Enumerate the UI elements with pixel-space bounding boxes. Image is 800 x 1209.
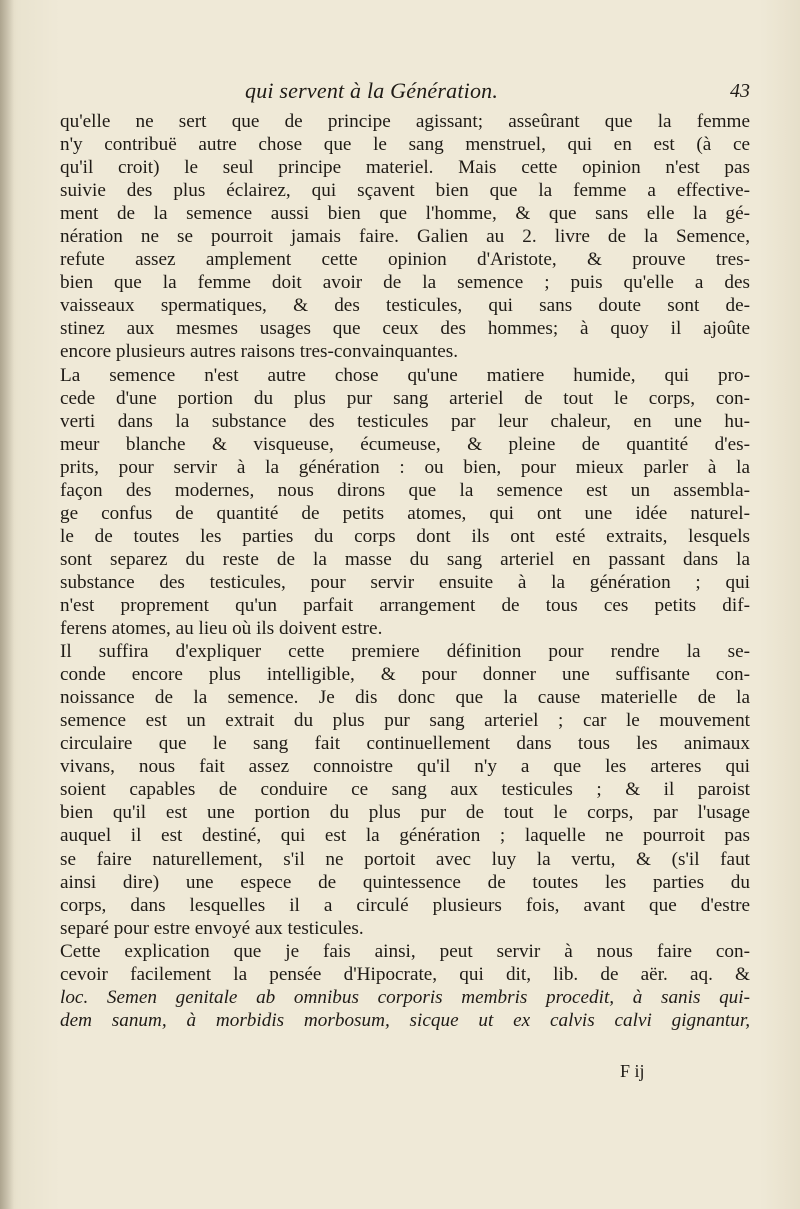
text-line: bien que la femme doit avoir de la semence ; puis qu'elle a des — [60, 272, 750, 294]
text-line: sont separez du reste de la masse du sang arteriel en passant dans la — [60, 548, 750, 570]
text-line: corps, dans lesquelles il a circulé plusieurs fois, avant que d'estre — [60, 894, 750, 916]
text-line: circulaire que le sang fait continuellement dans tous les animaux — [60, 733, 750, 755]
text-line: se faire naturellement, s'il ne portoit avec luy la vertu, & (s'il faut — [60, 848, 750, 870]
running-title: qui servent à la Génération. — [245, 78, 499, 103]
text-line: ferens atomes, au lieu où ils doivent estre. — [60, 618, 383, 640]
text-line: noissance de la semence. Je dis donc que la cause materielle de la — [60, 687, 750, 709]
text-line: nération ne se pourroit jamais faire. Galien au 2. livre de la Semence, — [60, 226, 750, 248]
text-line: prits, pour servir à la génération : ou bien, pour mieux parler à la — [60, 456, 750, 478]
text-line: ment de la semence aussi bien que l'homme, & que sans elle la gé- — [60, 203, 750, 225]
text-line: dem sanum, à morbidis morbosum, sicque ut ex calvis calvi gignantur, — [60, 1009, 750, 1031]
text-line: Cette explication que je fais ainsi, peut servir à nous faire con- — [60, 940, 750, 962]
text-line: substance des testicules, pour servir ensuite à la génération ; qui — [60, 571, 750, 593]
text-line: vaisseaux spermatiques, & des testicules, qui sans doute sont de- — [60, 295, 750, 317]
text-line: suivie des plus éclairez, qui sçavent bien que la femme a effective- — [60, 180, 750, 202]
text-line: refute assez amplement cette opinion d'Aristote, & prouve tres- — [60, 249, 750, 271]
text-line: façon des modernes, nous dirons que la semence est un assembla- — [60, 479, 750, 501]
text-line: ge confus de quantité de petits atomes, qui ont une idée naturel- — [60, 502, 750, 524]
text-line: n'y contribuë autre chose que le sang menstruel, qui en est (à ce — [60, 134, 750, 156]
page-number: 43 — [730, 80, 750, 102]
text-line: bien qu'il est une portion du plus pur de tout le corps, par l'usage — [60, 802, 750, 824]
text-line: verti dans la substance des testicules par leur chaleur, en une hu- — [60, 410, 750, 432]
text-line: le de toutes les parties du corps dont ils ont esté extraits, lesquels — [60, 525, 750, 547]
text-line: ainsi dire) une espece de quintessence de toutes les parties du — [60, 871, 750, 893]
binding-shadow — [0, 0, 14, 1209]
text-line: qu'il croit) le seul principe materiel. Mais cette opinion n'est pas — [60, 157, 750, 179]
text-line: conde encore plus intelligible, & pour donner une suffisante con- — [60, 664, 750, 686]
page-header — [60, 78, 750, 106]
text-line: Il suffira d'expliquer cette premiere définition pour rendre la se- — [60, 641, 750, 663]
text-line: La semence n'est autre chose qu'une matiere humide, qui pro- — [60, 364, 750, 386]
text-line: auquel il est destiné, qui est la génération ; laquelle ne pourroit pas — [60, 825, 750, 847]
body-text — [60, 110, 750, 1032]
text-line: separé pour estre envoyé aux testicules. — [60, 917, 364, 939]
text-line: soient capables de conduire ce sang aux testicules ; & il paroist — [60, 779, 750, 801]
text-line: loc. Semen genitale ab omnibus corporis membris procedit, à sanis qui- — [60, 986, 750, 1008]
text-line: n'est proprement qu'un parfait arrangement de tous ces petits dif- — [60, 594, 750, 616]
text-line: cede d'une portion du plus pur sang arteriel de tout le corps, con- — [60, 387, 750, 409]
signature-mark: F ij — [620, 1061, 645, 1081]
text-line: semence est un extrait du plus pur sang arteriel ; car le mouvement — [60, 710, 750, 732]
text-line: encore plusieurs autres raisons tres-convainquantes. — [60, 341, 459, 363]
text-line: vivans, nous fait assez connoistre qu'il n'y a que les arteres qui — [60, 756, 750, 778]
text-line: qu'elle ne sert que de principe agissant; asseûrant que la femme — [60, 111, 750, 132]
text-line: cevoir facilement la pensée d'Hipocrate, qui dit, lib. de aër. aq. & — [60, 963, 750, 985]
text-line: stinez aux mesmes usages que ceux des hommes; à quoy il ajoûte — [60, 318, 750, 340]
text-line: meur blanche & visqueuse, écumeuse, & pleine de quantité d'es- — [60, 433, 750, 455]
